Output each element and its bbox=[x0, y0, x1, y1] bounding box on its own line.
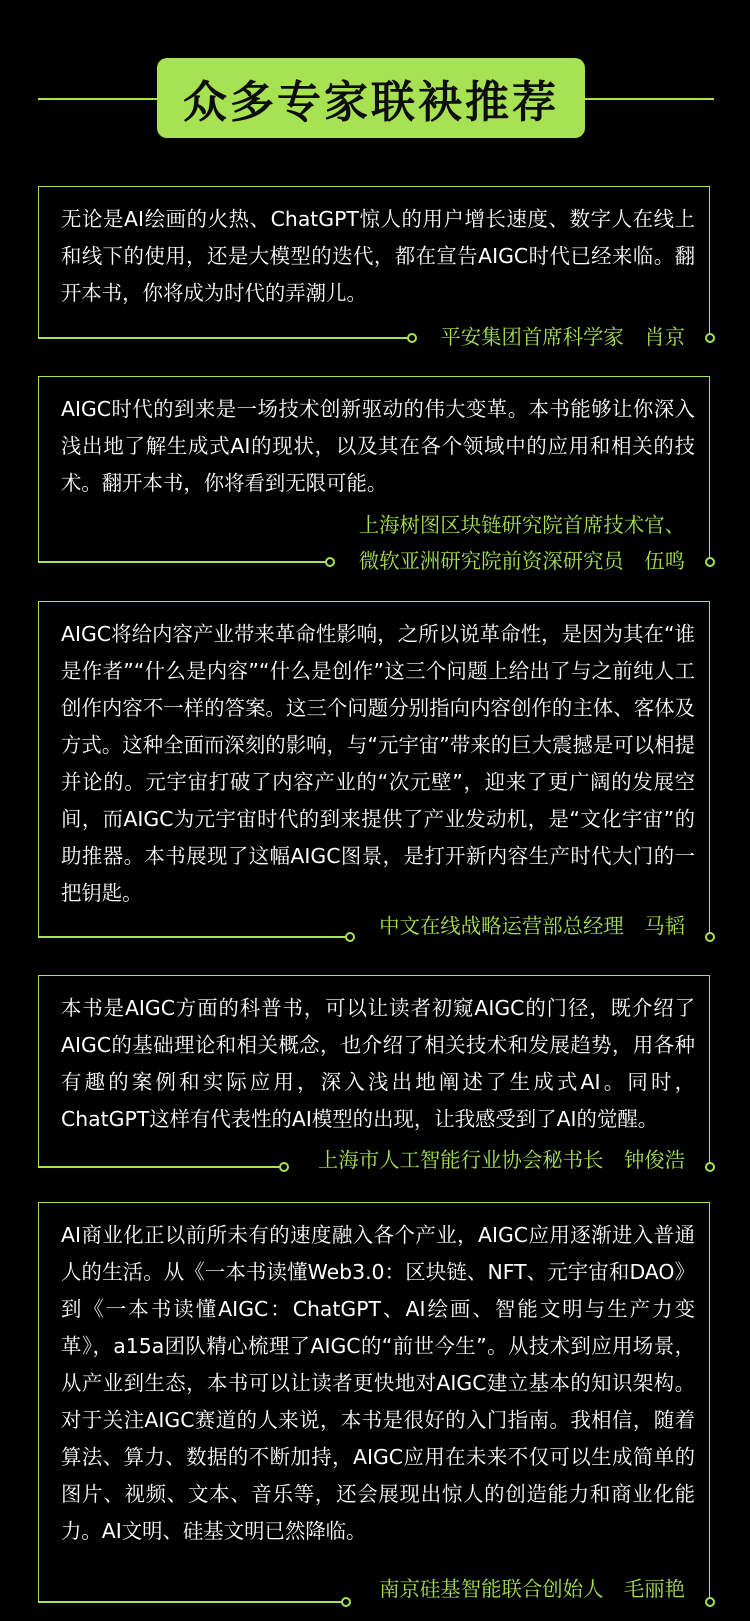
recommendation-card-4 bbox=[38, 975, 710, 1172]
line-end-circle-icon bbox=[407, 333, 417, 343]
card-bottom-line bbox=[38, 337, 410, 339]
recommender-signature: 南京硅基智能联合创始人 毛丽艳 bbox=[379, 1577, 685, 1601]
card-bottom-line bbox=[38, 1166, 282, 1168]
card-bottom-line bbox=[38, 1601, 344, 1603]
recommendation-text: AIGC时代的到来是一场技术创新驱动的伟大变革。本书能够让你深入浅出地了解生成式AI的现状，以及其在各个领域中的应用和相关的技术。翻开本书，你将看到无限可能。 bbox=[61, 397, 695, 495]
card-bottom-line bbox=[38, 561, 328, 563]
recommender-signature: 上海树图区块链研究院首席技术官、 微软亚洲研究院前资深研究员 伍鸣 bbox=[358, 513, 685, 573]
line-end-circle-icon bbox=[341, 1597, 351, 1607]
recommendation-card-5 bbox=[38, 1202, 710, 1602]
header bbox=[0, 0, 750, 170]
recommendation-text: 本书是AIGC方面的科普书，可以让读者初窥AIGC的门径，既介绍了AIGC的基础理论和相关概念，也介绍了相关技术和发展趋势，用各种有趣的案例和实际应用，深入浅出地阐述了生成式AI。同时，ChatGPT这样有代表性的AI模型的出现，让我感受到了AI的觉醒。 bbox=[61, 996, 695, 1131]
line-end-circle-icon bbox=[705, 1162, 715, 1172]
recommender-signature: 中文在线战略运营部总经理 马韬 bbox=[379, 914, 685, 938]
line-end-circle-icon bbox=[279, 1162, 289, 1172]
line-end-circle-icon bbox=[705, 557, 715, 567]
page-title: 众多专家联袂推荐 bbox=[183, 77, 559, 128]
recommender-signature: 上海市人工智能行业协会秘书长 钟俊浩 bbox=[317, 1148, 685, 1172]
header-divider-right bbox=[580, 98, 714, 100]
line-end-circle-icon bbox=[345, 932, 355, 942]
recommendation-card-1 bbox=[38, 186, 710, 349]
header-divider-left bbox=[38, 98, 170, 100]
recommendation-card-3 bbox=[38, 601, 710, 937]
recommendation-text: 无论是AI绘画的火热、ChatGPT惊人的用户增长速度、数字人在线上和线下的使用，还是大模型的迭代，都在宣告AIGC时代已经来临。翻开本书，你将成为时代的弄潮儿。 bbox=[61, 207, 695, 305]
recommendation-text: AI商业化正以前所未有的速度融入各个产业，AIGC应用逐渐进入普通人的生活。从《一本书读懂Web3.0：区块链、NFT、元宇宙和DAO》到《一本书读懂AIGC：ChatGPT、AI绘画、智能文明与生产力变革》，a15a团队精心梳理了AIGC的“前世今生”。从技术到应用场景，从产业到生态，本书可以让读者更快地对AIGC建立基本的知识架构。对于关注AIGC赛道的人来说，本书是很好的入门指南。我相信，随着算法、算力、数据的不断加持，AIGC应用在未来不仅可以生成简单的图片、视频、文本、音乐等，还会展现出惊人的创造能力和商业化能力。AI文明、硅基文明已然降临。 bbox=[61, 1223, 695, 1543]
line-end-circle-icon bbox=[325, 557, 335, 567]
line-end-circle-icon bbox=[705, 1597, 715, 1607]
line-end-circle-icon bbox=[705, 932, 715, 942]
recommender-signature: 平安集团首席科学家 肖京 bbox=[440, 325, 685, 349]
line-end-circle-icon bbox=[705, 333, 715, 343]
card-bottom-line bbox=[38, 936, 348, 938]
recommendation-card-2 bbox=[38, 376, 710, 573]
title-banner bbox=[157, 58, 585, 138]
recommendation-text: AIGC将给内容产业带来革命性影响，之所以说革命性，是因为其在“谁是作者”“什么是内容”“什么是创作”这三个问题上给出了与之前纯人工创作内容不一样的答案。这三个问题分别指向内容创作的主体、客体及方式。这种全面而深刻的影响，与“元宇宙”带来的巨大震撼是可以相提并论的。元宇宙打破了内容产业的“次元壁”，迎来了更广阔的发展空间，而AIGC为元宇宙时代的到来提供了产业发动机，是“文化宇宙”的助推器。本书展现了这幅AIGC图景，是打开新内容生产时代大门的一把钥匙。 bbox=[61, 622, 695, 905]
